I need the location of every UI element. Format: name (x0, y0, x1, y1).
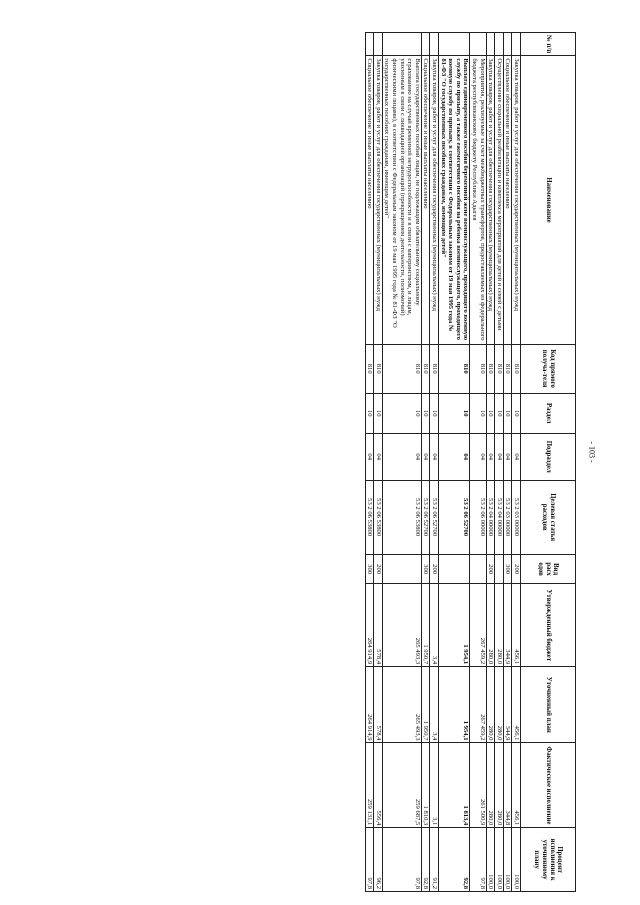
row-podrazdel: 04 (421, 433, 430, 480)
row-revised-plan: 280,0 (495, 667, 504, 743)
row-target-article: 53 2 04 00000 (495, 480, 504, 554)
row-actual: 259 687,5 (382, 743, 421, 828)
row-podrazdel: 04 (382, 433, 421, 480)
row-expense-type (470, 554, 486, 584)
row-razdel: 10 (374, 393, 383, 433)
row-expense-type (439, 554, 470, 584)
row-approved-budget: 3,4 (430, 584, 439, 667)
table-header-row (521, 33, 576, 892)
row-percent: 100,0 (512, 828, 521, 892)
row-code: 810 (374, 344, 383, 393)
row-code: 810 (421, 344, 430, 393)
row-number (470, 33, 486, 56)
row-approved-budget: 280,0 (495, 584, 504, 667)
row-razdel: 10 (430, 393, 439, 433)
row-razdel: 10 (512, 393, 521, 433)
row-approved-budget: 1 950,7 (421, 584, 430, 667)
row-name: Выплата единовременного пособия беременной жене военнослужащего, проходящего военную службу по призыву, а также ежемесячного пособия на ребенка военнослужащего, проходящего военную службу по призыву, в соответствии с Федеральным законом от 19 мая 1995 года № 81-ФЗ "О государственных пособиях гражданам, имеющим детей" (439, 56, 470, 344)
row-podrazdel: 04 (486, 433, 495, 480)
row-expense-type (382, 554, 421, 584)
row-approved-budget: 1 954,1 (439, 584, 470, 667)
row-percent: 96,2 (374, 828, 383, 892)
row-name: Социальное обеспечение и иные выплаты населению (365, 56, 374, 344)
row-revised-plan: 344,9 (503, 667, 512, 743)
row-percent: 97,8 (382, 828, 421, 892)
row-expense-type: 300 (421, 554, 430, 584)
row-target-article: 53 2 06 52700 (439, 480, 470, 554)
row-revised-plan: 264 914,9 (365, 667, 374, 743)
row-code: 810 (439, 344, 470, 393)
row-approved-budget: 578,4 (374, 584, 383, 667)
row-razdel: 10 (486, 393, 495, 433)
row-actual: 3,1 (430, 743, 439, 828)
row-razdel: 10 (382, 393, 421, 433)
row-percent: 97,8 (470, 828, 486, 892)
row-number (421, 33, 430, 56)
row-actual: 280,0 (495, 743, 504, 828)
row-name: Осуществление социальной реабилитации и комплекса мероприятий для детей и семей с детьми (495, 56, 504, 344)
row-revised-plan: 1 954,1 (439, 667, 470, 743)
row-podrazdel: 04 (503, 433, 512, 480)
row-percent: 91,2 (430, 828, 439, 892)
row-code: 810 (495, 344, 504, 393)
row-target-article: 53 2 06 53800 (382, 480, 421, 554)
row-expense-type: 200 (374, 554, 383, 584)
row-percent: 100,0 (495, 828, 504, 892)
row-revised-plan: 267 459,2 (470, 667, 486, 743)
table-row (495, 33, 504, 892)
table-row (512, 33, 521, 892)
table-row (503, 33, 512, 892)
row-revised-plan: 1 950,7 (421, 667, 430, 743)
row-revised-plan: 456,1 (512, 667, 521, 743)
row-actual: 1 810,3 (421, 743, 430, 828)
row-podrazdel: 04 (495, 433, 504, 480)
page-number: - 103 - (587, 441, 597, 463)
row-expense-type: 200 (430, 554, 439, 584)
row-revised-plan: 3,4 (430, 667, 439, 743)
row-name: Закупка товаров, работ и услуг для обеспечения государственных (муниципальных) нужд (430, 56, 439, 344)
row-code: 810 (486, 344, 495, 393)
row-podrazdel: 04 (470, 433, 486, 480)
header-name: Наименование (521, 56, 576, 344)
table-row (470, 33, 486, 892)
row-actual: 280,0 (486, 743, 495, 828)
row-number (503, 33, 512, 56)
row-target-article: 53 2 04 00000 (486, 480, 495, 554)
row-revised-plan: 578,4 (374, 667, 383, 743)
row-razdel: 10 (439, 393, 470, 433)
row-code: 810 (503, 344, 512, 393)
row-target-article: 53 2 06 53800 (374, 480, 383, 554)
row-name: Социальное обеспечение и иные выплаты населению (421, 56, 430, 344)
row-target-article: 53 2 03 00000 (503, 480, 512, 554)
row-expense-type: 300 (365, 554, 374, 584)
row-revised-plan: 280,0 (486, 667, 495, 743)
row-number (486, 33, 495, 56)
row-number (512, 33, 521, 56)
header-approved-budget: Утвержденный бюджет (521, 584, 576, 667)
table-row (430, 33, 439, 892)
row-razdel: 10 (503, 393, 512, 433)
row-expense-type: 300 (503, 554, 512, 584)
row-percent: 92,8 (439, 828, 470, 892)
header-podrazdel: Подраздел (521, 433, 576, 480)
row-number (365, 33, 374, 56)
row-razdel: 10 (470, 393, 486, 433)
row-expense-type (495, 554, 504, 584)
row-razdel: 10 (495, 393, 504, 433)
table-row (382, 33, 421, 892)
header-actual: Фактическое исполнение (521, 743, 576, 828)
row-podrazdel: 04 (439, 433, 470, 480)
row-code: 810 (365, 344, 374, 393)
row-podrazdel: 04 (365, 433, 374, 480)
row-actual: 456,1 (512, 743, 521, 828)
header-revised-plan: Уточненный план (521, 667, 576, 743)
row-approved-budget: 265 493,3 (382, 584, 421, 667)
row-approved-budget: 264 914,9 (365, 584, 374, 667)
table-row (486, 33, 495, 892)
row-code: 810 (382, 344, 421, 393)
row-code: 810 (430, 344, 439, 393)
row-podrazdel: 04 (430, 433, 439, 480)
row-name: Закупка товаров, работ и услуг для обеспечения государственных (муниципальных) нужд (512, 56, 521, 344)
row-approved-budget: 344,9 (503, 584, 512, 667)
row-code: 810 (512, 344, 521, 393)
row-actual: 556,4 (374, 743, 383, 828)
row-razdel: 10 (365, 393, 374, 433)
row-razdel: 10 (421, 393, 430, 433)
row-number (374, 33, 383, 56)
header-number: № п/п (521, 33, 576, 56)
header-code: Код прямого получа-теля (521, 344, 576, 393)
row-expense-type: 200 (512, 554, 521, 584)
table-row (374, 33, 383, 892)
row-name: Социальное обеспечение и иные выплаты населению (503, 56, 512, 344)
row-percent: 97,8 (365, 828, 374, 892)
row-target-article: 53 2 06 00000 (470, 480, 486, 554)
row-expense-type: 200 (486, 554, 495, 584)
row-podrazdel: 04 (512, 433, 521, 480)
header-target-article: Целевая статья расходов (521, 480, 576, 554)
row-target-article: 53 2 03 00000 (512, 480, 521, 554)
header-percent: Процент исполнения к уточненному плану (521, 828, 576, 892)
row-number (495, 33, 504, 56)
row-target-article: 53 2 06 52700 (430, 480, 439, 554)
row-revised-plan: 265 493,3 (382, 667, 421, 743)
table-row (439, 33, 470, 892)
row-podrazdel: 04 (374, 433, 383, 480)
table-row (365, 33, 374, 892)
row-approved-budget: 280,0 (486, 584, 495, 667)
row-actual: 259 131,1 (365, 743, 374, 828)
row-approved-budget: 456,1 (512, 584, 521, 667)
row-name: Закупка товаров, работ и услуг для обеспечения государственных (муниципальных) нужд (374, 56, 383, 344)
row-name: Закупка товаров, работ и услуг для обеспечения государственных (муниципальных) нужд (486, 56, 495, 344)
row-name: Мероприятия, реализуемые за счет межбюджетных трансфертов, предоставляемых из федерального бюджета республиканскому бюджету Республики Адыгея (470, 56, 486, 344)
row-actual: 261 500,9 (470, 743, 486, 828)
row-percent: 92,8 (421, 828, 430, 892)
budget-table (365, 32, 576, 892)
row-approved-budget: 267 459,2 (470, 584, 486, 667)
row-number (439, 33, 470, 56)
row-target-article: 53 2 06 52700 (421, 480, 430, 554)
row-percent: 100,0 (486, 828, 495, 892)
header-razdel: Раздел (521, 393, 576, 433)
row-number (430, 33, 439, 56)
row-actual: 1 813,4 (439, 743, 470, 828)
header-expense-type: Вид расх одов (521, 554, 576, 584)
row-code: 810 (470, 344, 486, 393)
row-number (382, 33, 421, 56)
table-row (421, 33, 430, 892)
rotated-table-container (108, 32, 576, 892)
row-target-article: 53 2 06 53800 (365, 480, 374, 554)
row-actual: 344,8 (503, 743, 512, 828)
row-percent: 100,0 (503, 828, 512, 892)
row-name: Выплата государственных пособий лицам, не подлежащим обязательному социальному страхованию на случай временной нетрудоспособности и в связи с материнством, и лицам, уволенным в связи с ликвидацией организаций (прекращением деятельности, полномочий) физическими лицами), в соответствии с Федеральным законом от 19 мая 1995 года № 81-ФЗ "О государственных пособиях гражданам, имеющим детей" (382, 56, 421, 344)
